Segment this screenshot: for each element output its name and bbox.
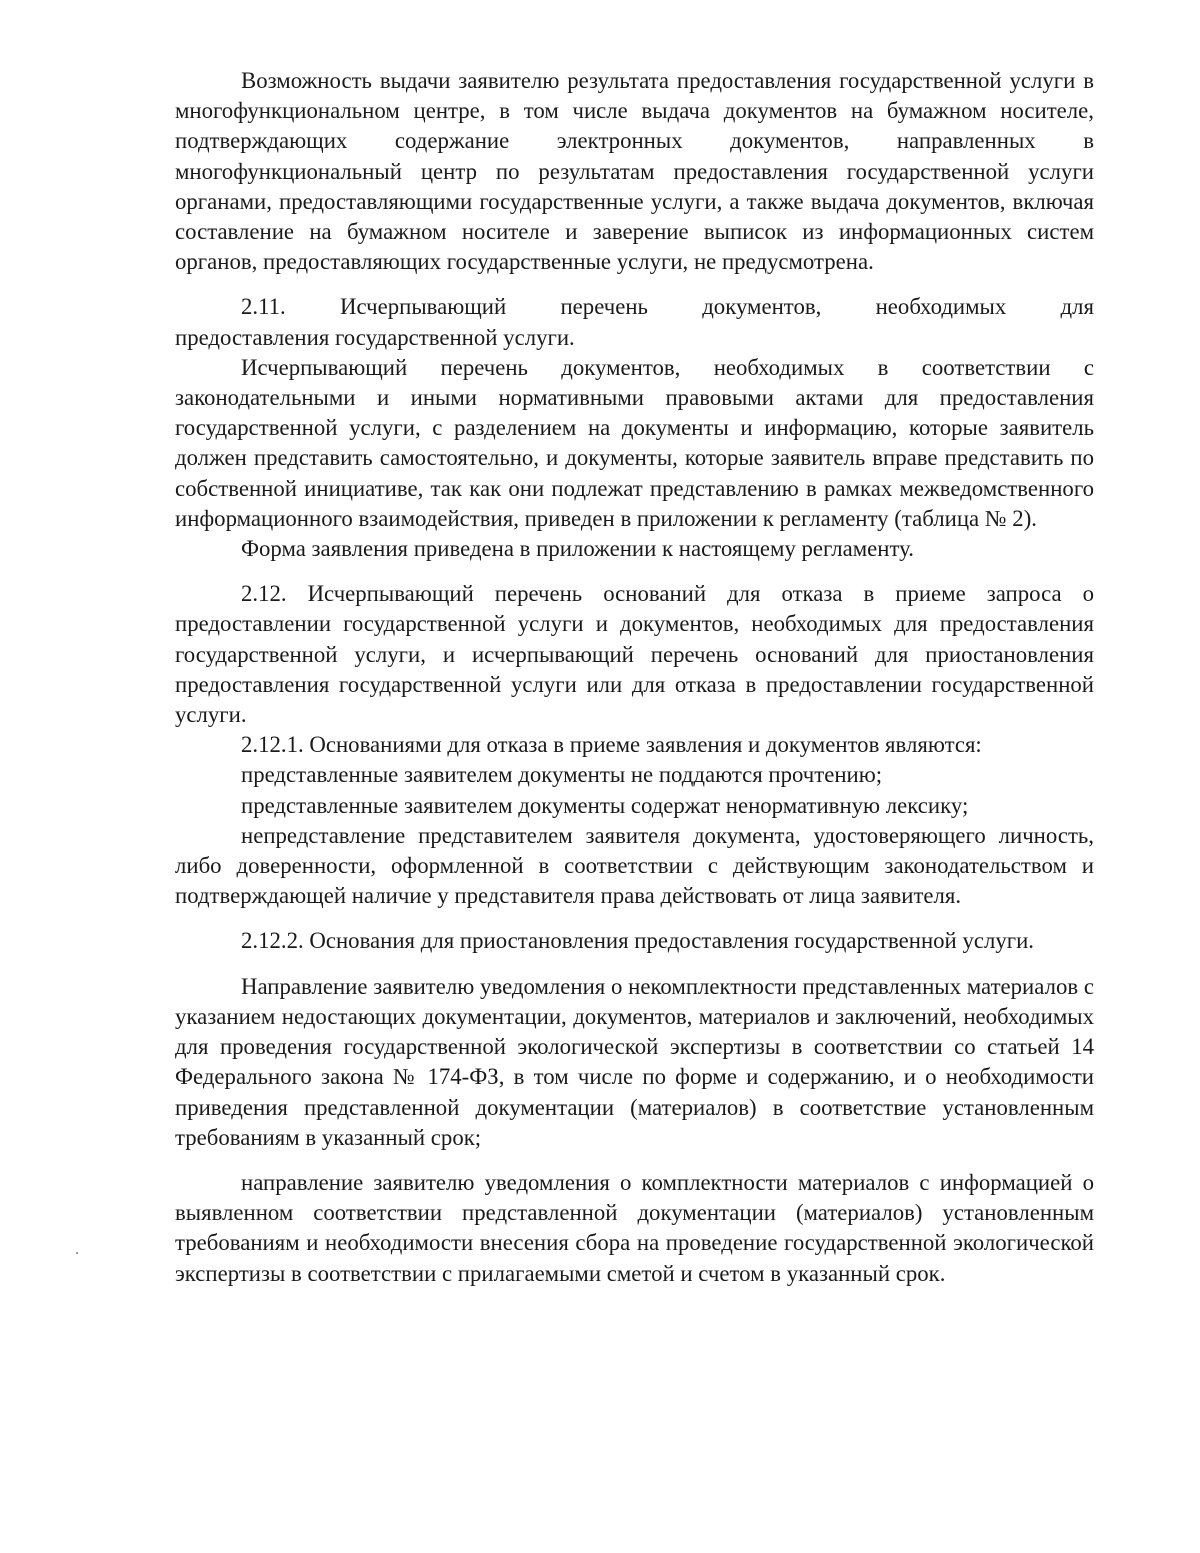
paragraph-application-form: Форма заявления приведена в приложении к настоящему регламенту. bbox=[241, 536, 914, 562]
section-2-11-heading-continued: предоставления государственной услуги. bbox=[175, 324, 575, 350]
refusal-reason-unreadable: представленные заявителем документы не поддаются прочтению; bbox=[241, 762, 883, 788]
refusal-reason-no-identity: непредставление представителем заявителя документа, удостоверяющего личность, либо доверенности, оформленной в соответствии с действующим законодательством и подтверждающей наличие у представителя права действовать от лица заявителя. bbox=[175, 822, 1094, 909]
scan-speck bbox=[76, 1252, 78, 1254]
section-2-12-2-heading: 2.12.2. Основания для приостановления предоставления государственной услуги. bbox=[241, 928, 1034, 954]
paragraph-mfc-results: Возможность выдачи заявителю результата предоставления государственной услуги в многофункциональном центре, в том числе выдача документов на бумажном носителе, подтверждающих содержание электронных документов, направленных в многофункциональный центр по результатам предоставления государственной услуги органами, предоставляющими государственные услуги, а также выдача документов, включая составление на бумажном носителе и заверение выписок из информационных систем органов, предоставляющих государственные услуги, не предусмотрена. bbox=[175, 68, 1094, 275]
suspension-reason-incomplete: Направление заявителю уведомления о некомплектности представленных материалов с указанием недостающих документации, документов, материалов и заключений, необходимых для проведения государственной экологической экспертизы в соответствии со статьей 14 Федерального закона № 174-ФЗ, в том числе по форме и содержанию, и о необходимости приведения представленной документации (материалов) в соответствие установленным требованиям в указанный срок; bbox=[175, 973, 1094, 1150]
section-2-12-1-heading: 2.12.1. Основаниями для отказа в приеме заявления и документов являются: bbox=[241, 732, 982, 758]
refusal-reason-profanity: представленные заявителем документы содержат ненормативную лексику; bbox=[241, 792, 969, 818]
section-2-11-heading: 2.11. Исчерпывающий перечень документов, необходимых для bbox=[241, 294, 1094, 320]
suspension-reason-complete: направление заявителю уведомления о комплектности материалов с информацией о выявленном соответствии представленной документации (материалов) установленным требованиям и необходимости внесения сбора на проведение государственной экологической экспертизы в соответствии с прилагаемыми сметой и счетом в указанный срок. bbox=[175, 1169, 1094, 1286]
paragraph-documents-list: Исчерпывающий перечень документов, необходимых в соответствии с законодательными и иными нормативными правовыми актами для предоставления государственной услуги, с разделением на документы и информацию, которые заявитель должен представить самостоятельно, и документы, которые заявитель вправе представить по собственной инициативе, так как они подлежат представлению в рамках межведомственного информационного взаимодействия, приведен в приложении к регламенту (таблица № 2). bbox=[175, 354, 1094, 531]
section-2-12-heading: 2.12. Исчерпывающий перечень оснований для отказа в приеме запроса о предоставлении государственной услуги и документов, необходимых для предоставления государственной услуги, и исчерпывающий перечень оснований для приостановления предоставления государственной услуги или для отказа в предоставлении государственной услуги. bbox=[175, 581, 1094, 728]
